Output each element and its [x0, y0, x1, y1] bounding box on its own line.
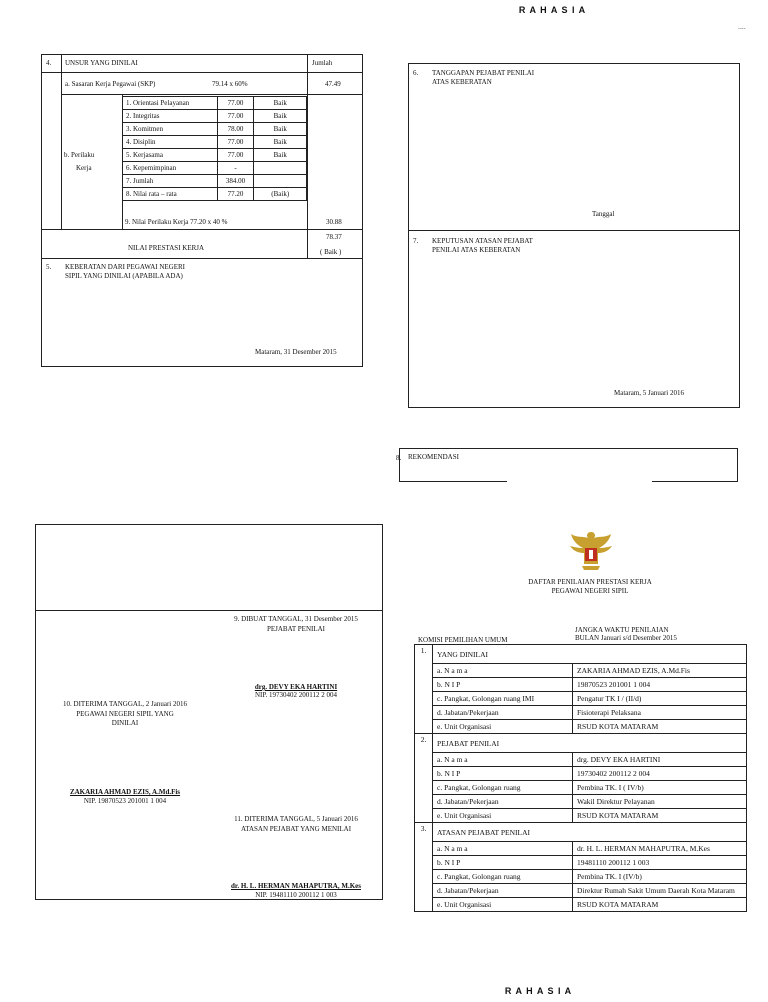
- ident-row: [415, 664, 747, 678]
- ident-key: d. Jabatan/Pekerjaan: [433, 706, 573, 720]
- ident-group-number: 1.: [415, 645, 433, 734]
- ident-key: c. Pangkat, Golongan ruang: [433, 781, 573, 795]
- ident-group-title: ATASAN PEJABAT PENILAI: [433, 823, 747, 842]
- rahasia-bottom: R A H A S I A: [504, 986, 573, 996]
- s9-name: drg. DEVY EKA HARTINI: [254, 683, 338, 691]
- ident-key: a. N a m a: [433, 753, 573, 767]
- perilaku-item: 3. Komitmen: [123, 123, 218, 136]
- perilaku-row: [123, 110, 307, 123]
- ident-key: b. N I P: [433, 856, 573, 870]
- cover-title-2: PEGAWAI NEGERI SIPIL: [551, 587, 629, 595]
- perilaku-grade: Baik: [254, 149, 307, 162]
- s11-nip: NIP. 19481110 200112 1 003: [255, 891, 337, 899]
- perilaku-item: 8. Nilai rata – rata: [123, 188, 218, 201]
- ident-group-header: [415, 823, 747, 842]
- s10-line2: PEGAWAI NEGERI SIPIL YANG: [76, 710, 174, 718]
- s10-name: ZAKARIA AHMAD EZIS, A.Md.Fis: [69, 788, 181, 796]
- ident-key: e. Unit Organisasi: [433, 720, 573, 734]
- ident-key: e. Unit Organisasi: [433, 898, 573, 912]
- perilaku-score: 77.00: [217, 136, 254, 149]
- sec5-line2: SIPIL YANG DINILAI (APABILA ADA): [65, 272, 183, 280]
- perilaku-table: [122, 96, 307, 201]
- jangka-waktu: JANGKA WAKTU PENILAIAN: [575, 626, 669, 634]
- ident-value: RSUD KOTA MATARAM: [573, 809, 747, 823]
- ident-key: c. Pangkat, Golongan ruang IMI: [433, 692, 573, 706]
- s9-line1: 9. DIBUAT TANGGAL, 31 Desember 2015: [234, 615, 358, 623]
- ident-value: Pembina TK. I (IV/b): [573, 870, 747, 884]
- nilai-perilaku-value: 30.88: [326, 218, 342, 226]
- garuda-emblem-icon: [565, 528, 617, 574]
- perilaku-score: 78.00: [217, 123, 254, 136]
- s11-line1: 11. DITERIMA TANGGAL, 5 Januari 2016: [234, 815, 358, 823]
- s10-nip: NIP. 19870523 201001 1 004: [83, 797, 167, 805]
- perilaku-score: 384.00: [217, 175, 254, 188]
- s10-line1: 10. DITERIMA TANGGAL, 2 Januari 2016: [63, 700, 187, 708]
- perilaku-item: 4. Disiplin: [123, 136, 218, 149]
- ident-value: ZAKARIA AHMAD EZIS, A.Md.Fis: [573, 664, 747, 678]
- ident-row: [415, 856, 747, 870]
- perilaku-grade: [254, 162, 307, 175]
- sec4-title: UNSUR YANG DINILAI: [65, 59, 138, 67]
- perilaku-score: 77.00: [217, 97, 254, 110]
- sec6-line2: ATAS KEBERATAN: [432, 78, 492, 86]
- ident-value: 19730402 200112 2 004: [573, 767, 747, 781]
- perilaku-label: b. Perilaku: [64, 151, 95, 159]
- perilaku-row: [123, 188, 307, 201]
- ident-key: e. Unit Organisasi: [433, 809, 573, 823]
- perilaku-score: 77.00: [217, 149, 254, 162]
- perilaku-grade: Baik: [254, 136, 307, 149]
- identity-table: [414, 644, 747, 912]
- ident-value: RSUD KOTA MATARAM: [573, 720, 747, 734]
- ident-value: Direktur Rumah Sakit Umum Daerah Kota Mataram: [573, 884, 747, 898]
- perilaku-item: 5. Kerjasama: [123, 149, 218, 162]
- s9-line2: PEJABAT PENILAI: [266, 625, 325, 633]
- rahasia-top: R A H A S I A: [518, 5, 587, 15]
- ident-group-header: [415, 645, 747, 664]
- ident-row: [415, 842, 747, 856]
- perilaku-item: 1. Orientasi Pelayanan: [123, 97, 218, 110]
- sec6-number: 6.: [413, 69, 419, 77]
- section-6-7-frame: [408, 63, 740, 408]
- ident-row: [415, 678, 747, 692]
- skp-label: a. Sasaran Kerja Pegawai (SKP): [65, 80, 156, 88]
- ident-row: [415, 781, 747, 795]
- ident-row: [415, 767, 747, 781]
- s11-name: dr. H. L. HERMAN MAHAPUTRA, M.Kes: [230, 882, 361, 890]
- sec8-number: 8.: [396, 454, 402, 462]
- ident-value: Fisioterapi Pelaksana: [573, 706, 747, 720]
- perilaku-score: -: [217, 162, 254, 175]
- ident-group-title: YANG DINILAI: [433, 645, 747, 664]
- ident-key: d. Jabatan/Pekerjaan: [433, 884, 573, 898]
- s10-line3: DINILAI: [111, 719, 139, 727]
- ident-key: c. Pangkat, Golongan ruang: [433, 870, 573, 884]
- ident-key: b. N I P: [433, 767, 573, 781]
- perilaku-grade: Baik: [254, 97, 307, 110]
- bulan-periode: BULAN Januari s/d Desember 2015: [575, 634, 677, 642]
- ident-group-title: PEJABAT PENILAI: [433, 734, 747, 753]
- ident-row: [415, 706, 747, 720]
- ident-row: [415, 753, 747, 767]
- sec5-number: 5.: [46, 263, 52, 271]
- npk-label: NILAI PRESTASI KERJA: [128, 244, 205, 252]
- nilai-perilaku-label: 9. Nilai Perilaku Kerja 77.20 x 40 %: [125, 218, 228, 226]
- perilaku-row: [123, 149, 307, 162]
- ident-key: d. Jabatan/Pekerjaan: [433, 795, 573, 809]
- ident-row: [415, 898, 747, 912]
- perilaku-grade: (Baik): [254, 188, 307, 201]
- perilaku-label-2: Kerja: [76, 164, 92, 172]
- sec7-line2: PENILAI ATAS KEBERATAN: [432, 246, 521, 254]
- ident-group-number: 3.: [415, 823, 433, 912]
- perilaku-item: 6. Kepemimpinan: [123, 162, 218, 175]
- ident-key: a. N a m a: [433, 842, 573, 856]
- perilaku-item: 2. Integritas: [123, 110, 218, 123]
- skp-calc: 79.14 x 60%: [212, 80, 248, 88]
- cover-title-1: DAFTAR PENILAIAN PRESTASI KERJA: [528, 578, 652, 586]
- perilaku-score: 77.20: [217, 188, 254, 201]
- ident-value: Pembina TK. I ( IV/b): [573, 781, 747, 795]
- perilaku-grade: Baik: [254, 110, 307, 123]
- skp-value: 47.49: [325, 80, 341, 88]
- s11-line2: ATASAN PEJABAT YANG MENILAI: [240, 825, 352, 833]
- ident-row: [415, 720, 747, 734]
- komisi-label: KOMISI PEMILIHAN UMUM: [418, 636, 508, 644]
- sec6-tanggal: Tanggal: [592, 210, 615, 218]
- perilaku-grade: Baik: [254, 123, 307, 136]
- npk-grade: ( Baik ): [320, 248, 342, 256]
- perilaku-score: 77.00: [217, 110, 254, 123]
- s9-nip: NIP. 19730402 200112 2 004: [255, 691, 337, 699]
- ident-value: drg. DEVY EKA HARTINI: [573, 753, 747, 767]
- ident-key: a. N a m a: [433, 664, 573, 678]
- perilaku-row: [123, 123, 307, 136]
- sec7-date: Mataram, 5 Januari 2016: [614, 389, 684, 397]
- sec5-line1: KEBERATAN DARI PEGAWAI NEGERI: [65, 263, 186, 271]
- dots: ....: [738, 24, 746, 31]
- ident-value: Wakil Direktur Pelayanan: [573, 795, 747, 809]
- ident-value: Pengatur TK I / (II/d): [573, 692, 747, 706]
- sec7-line1: KEPUTUSAN ATASAN PEJABAT: [432, 237, 533, 245]
- npk-value: 78.37: [326, 233, 342, 241]
- ident-row: [415, 884, 747, 898]
- ident-value: 19481110 200112 1 003: [573, 856, 747, 870]
- jumlah-header: Jumlah: [312, 59, 333, 67]
- ident-value: dr. H. L. HERMAN MAHAPUTRA, M.Kes: [573, 842, 747, 856]
- perilaku-grade: [254, 175, 307, 188]
- ident-key: b. N I P: [433, 678, 573, 692]
- sec4-number: 4.: [46, 59, 52, 67]
- perilaku-row: [123, 175, 307, 188]
- ident-row: [415, 870, 747, 884]
- perilaku-row: [123, 162, 307, 175]
- ident-row: [415, 809, 747, 823]
- perilaku-row: [123, 136, 307, 149]
- sec8-label: REKOMENDASI: [408, 453, 459, 461]
- ident-value: 19870523 201001 1 004: [573, 678, 747, 692]
- sec7-number: 7.: [413, 237, 419, 245]
- ident-group-number: 2.: [415, 734, 433, 823]
- perilaku-item: 7. Jumlah: [123, 175, 218, 188]
- ident-row: [415, 795, 747, 809]
- perilaku-row: [123, 97, 307, 110]
- ident-row: [415, 692, 747, 706]
- ident-group-header: [415, 734, 747, 753]
- sec6-line1: TANGGAPAN PEJABAT PENILAI: [432, 69, 535, 77]
- ident-value: RSUD KOTA MATARAM: [573, 898, 747, 912]
- sec5-date: Mataram, 31 Desember 2015: [255, 348, 337, 356]
